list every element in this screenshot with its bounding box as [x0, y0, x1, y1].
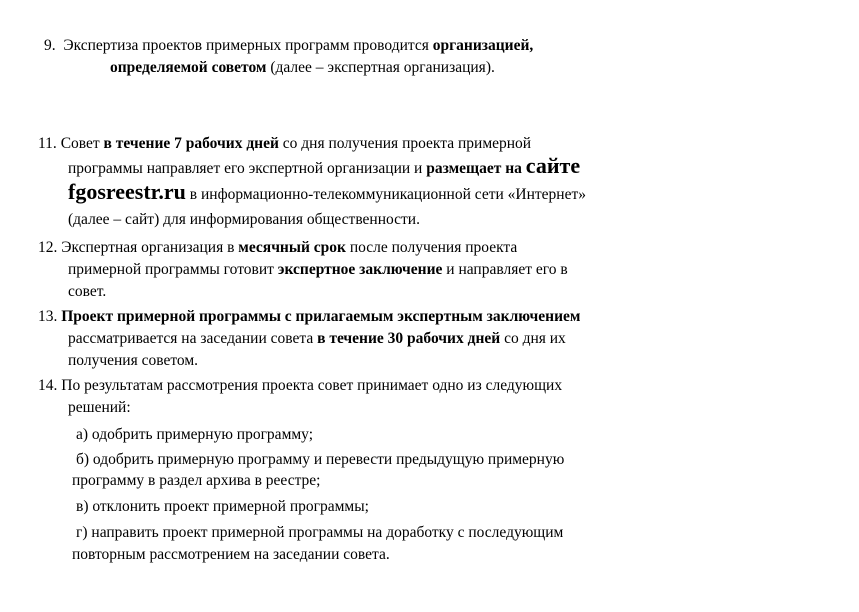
- site-link-text: fgosreestr.ru: [68, 179, 186, 204]
- item-9-line-1: 9. Экспертиза проектов примерных программ проводится организацией,: [44, 37, 534, 54]
- item-9-line-2: определяемой советом (далее – экспертная организация).: [110, 59, 495, 76]
- item-13-line-2: рассматривается на заседании совета в течение 30 рабочих дней со дня их: [68, 330, 566, 347]
- option-b-line-1: б) одобрить примерную программу и перевести предыдущую примерную: [76, 451, 565, 468]
- option-d-line-1: г) направить проект примерной программы на доработку с последующим: [76, 524, 564, 541]
- item-13-number: 13.: [38, 308, 58, 325]
- item-11-number: 11.: [38, 135, 57, 152]
- item-13-line-1: 13. Проект примерной программы с прилагаемым экспертным заключением: [38, 308, 581, 325]
- item-11-line-2: программы направляет его экспертной организации и размещает на сайте: [68, 153, 581, 178]
- option-b-line-2: программу в раздел архива в реестре;: [72, 472, 321, 489]
- option-a: а) одобрить примерную программу;: [76, 426, 314, 443]
- item-14-line-1: 14. По результатам рассмотрения проекта совет принимает одно из следующих: [38, 377, 563, 394]
- item-11-line-1: 11. Совет в течение 7 рабочих дней со дня получения проекта примерной: [38, 135, 532, 152]
- option-c: в) отклонить проект примерной программы;: [76, 498, 369, 515]
- site-word: сайте: [525, 153, 581, 178]
- item-12-line-3: совет.: [68, 283, 107, 300]
- item-12-line-2: примерной программы готовит экспертное заключение и направляет его в: [68, 261, 568, 278]
- item-14-number: 14.: [38, 377, 58, 394]
- item-12-number: 12.: [38, 239, 58, 256]
- item-12-line-1: 12. Экспертная организация в месячный срок после получения проекта: [38, 239, 518, 256]
- item-14-line-2: решений:: [68, 399, 131, 416]
- item-11-line-3: fgosreestr.ru в информационно-телекоммуникационной сети «Интернет»: [68, 179, 586, 204]
- item-9-number: 9.: [44, 37, 56, 54]
- item-11-line-4: (далее – сайт) для информирования общественности.: [68, 211, 420, 228]
- option-d-line-2: повторным рассмотрением на заседании совета.: [72, 546, 390, 563]
- item-13-line-3: получения советом.: [68, 352, 199, 369]
